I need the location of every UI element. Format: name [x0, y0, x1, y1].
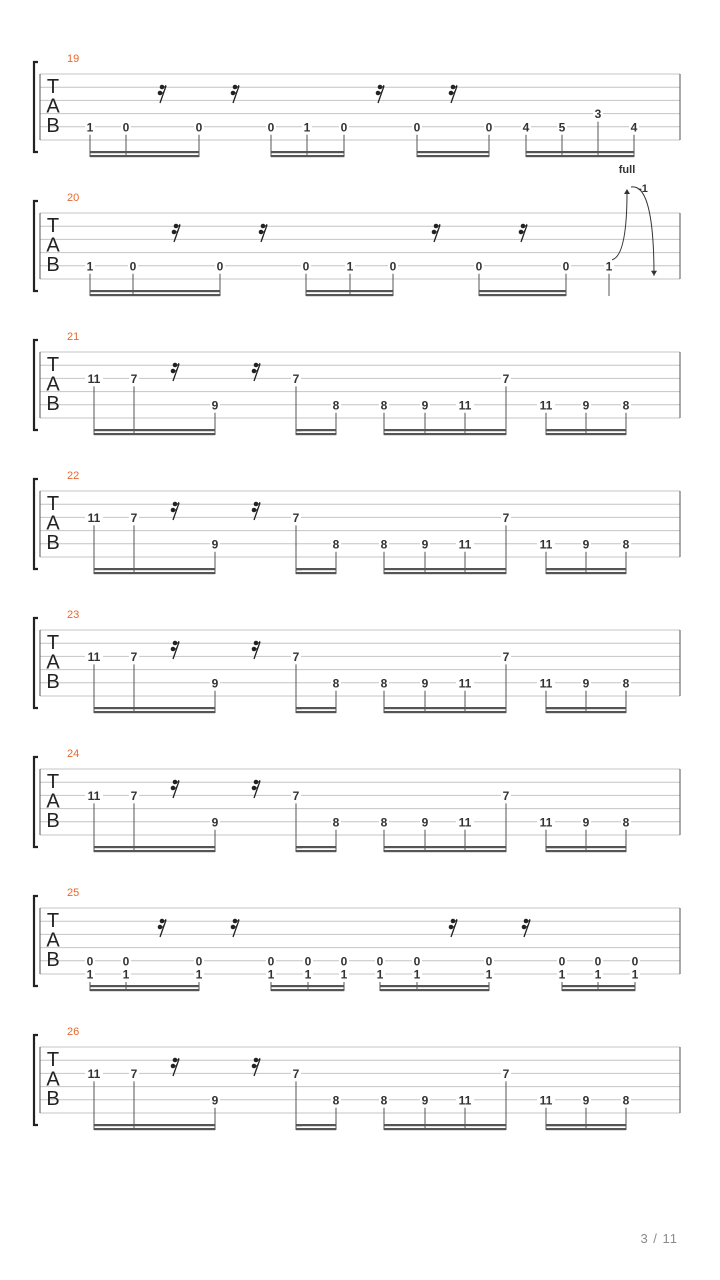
fret-number: 0 [594, 954, 602, 969]
bend-release-arrow [651, 271, 657, 276]
fret-number: 0 [86, 954, 94, 969]
fret-number: 7 [502, 1066, 510, 1081]
measure-number: 23 [67, 609, 80, 621]
fret-number: 9 [582, 398, 590, 413]
system-bracket [34, 618, 38, 708]
beam-primary [380, 989, 489, 991]
system-24 [34, 748, 680, 852]
beam-secondary [90, 151, 199, 153]
tab-clef-letter: A [46, 929, 60, 952]
fret-number: 8 [332, 1093, 340, 1108]
fret-number: 0 [475, 259, 483, 274]
fret-number: 0 [485, 954, 493, 969]
beam-primary [562, 989, 635, 991]
fret-number: 4 [522, 120, 530, 135]
beam-primary [94, 850, 215, 852]
fret-number: 0 [122, 120, 130, 135]
beam-primary [546, 1128, 626, 1130]
beam-primary [90, 294, 220, 296]
beam-primary [296, 1128, 336, 1130]
fret-number: 9 [421, 398, 429, 413]
fret-number: 7 [130, 510, 138, 525]
fret-number: 11 [539, 398, 553, 413]
fret-number: 7 [130, 788, 138, 803]
fret-number: 9 [421, 537, 429, 552]
fret-number: 0 [558, 954, 566, 969]
tab-clef-letter: A [46, 234, 60, 257]
fret-number: 0 [376, 954, 384, 969]
fret-number: 7 [292, 788, 300, 803]
fret-number: 11 [87, 371, 101, 386]
beam-secondary [90, 290, 220, 292]
fret-number: 7 [502, 649, 510, 664]
fret-number: 1 [631, 967, 639, 982]
fret-number: 0 [304, 954, 312, 969]
fret-number: 11 [87, 649, 101, 664]
beam-primary [296, 850, 336, 852]
fret-number: 0 [485, 120, 493, 135]
tab-clef-letter: A [46, 95, 60, 118]
fret-number: 7 [292, 510, 300, 525]
tab-clef-letter: T [46, 215, 60, 237]
bend-release-curve [631, 187, 654, 276]
fret-number: 9 [211, 398, 219, 413]
fret-number: 8 [622, 676, 630, 691]
measure-number: 22 [67, 470, 80, 482]
beam-secondary [271, 151, 344, 153]
beam-primary [94, 1128, 215, 1130]
tab-clef-letter: B [46, 810, 60, 832]
fret-number: 5 [558, 120, 566, 135]
fret-number: 9 [211, 1093, 219, 1108]
system-bracket [34, 757, 38, 847]
beam-partial [296, 568, 302, 570]
fret-number: 1 [195, 967, 203, 982]
beam-primary [271, 989, 344, 991]
fret-number: 0 [413, 120, 421, 135]
fret-number: 1 [303, 120, 311, 135]
fret-number: 8 [332, 537, 340, 552]
fret-number: 1 [267, 967, 275, 982]
fret-number: 1 [413, 967, 421, 982]
fret-number: 1 [86, 120, 94, 135]
fret-number: 1 [86, 967, 94, 982]
beam-primary [546, 572, 626, 574]
beam-primary [546, 711, 626, 713]
system-21 [34, 331, 680, 435]
beam-primary [384, 850, 506, 852]
beam-primary [546, 433, 626, 435]
beam-secondary [417, 151, 489, 153]
beam-partial [546, 707, 586, 709]
bend-up-arrow [624, 189, 630, 194]
beam-primary [479, 294, 566, 296]
measure-number: 26 [67, 1026, 80, 1038]
tab-clef-letter: A [46, 373, 60, 396]
fret-number: 9 [582, 537, 590, 552]
fret-number: 1 [340, 967, 348, 982]
beam-primary [90, 155, 199, 157]
measure-number: 21 [67, 331, 80, 343]
fret-number: 7 [130, 1066, 138, 1081]
system-bracket [34, 201, 38, 291]
fret-number: 8 [622, 537, 630, 552]
beam-primary [306, 294, 393, 296]
fret-number: 9 [421, 815, 429, 830]
fret-number: 7 [502, 510, 510, 525]
fret-number: 0 [267, 120, 275, 135]
tab-clef-letter: T [46, 76, 60, 98]
beam-secondary [479, 290, 566, 292]
tab-clef-letter: T [46, 632, 60, 654]
fret-number: 9 [582, 676, 590, 691]
fret-number: 11 [87, 510, 101, 525]
system-25 [34, 887, 680, 991]
beam-primary [94, 433, 215, 435]
beam-partial [546, 568, 586, 570]
system-bracket [34, 62, 38, 152]
system-19 [34, 53, 680, 157]
fret-number: 1 [485, 967, 493, 982]
fret-number: 0 [413, 954, 421, 969]
fret-number: 1 [558, 967, 566, 982]
beam-secondary [94, 568, 215, 570]
fret-number: 8 [622, 398, 630, 413]
fret-number: 0 [267, 954, 275, 969]
fret-number: 8 [380, 537, 388, 552]
fret-number: 9 [582, 815, 590, 830]
beam-secondary [94, 707, 215, 709]
fret-number: 1 [346, 259, 354, 274]
fret-number: 0 [340, 954, 348, 969]
fret-number: 7 [502, 371, 510, 386]
tab-clef-letter: T [46, 354, 60, 376]
beam-partial [546, 1124, 586, 1126]
fret-number: 1 [376, 967, 384, 982]
beam-secondary [384, 846, 506, 848]
fret-number: 4 [630, 120, 638, 135]
tab-clef-letter: A [46, 1068, 60, 1091]
beam-partial [546, 846, 586, 848]
fret-number: 1 [304, 967, 312, 982]
beam-partial [546, 429, 586, 431]
fret-number: 8 [332, 815, 340, 830]
fret-number: 11 [87, 1066, 101, 1081]
tab-clef-letter: T [46, 1049, 60, 1071]
system-bracket [34, 340, 38, 430]
page-indicator: 3 / 11 [640, 1231, 678, 1246]
fret-number: 1 [122, 967, 130, 982]
tab-clef-letter: A [46, 790, 60, 813]
system-bracket [34, 479, 38, 569]
beam-secondary [384, 1124, 506, 1126]
beam-secondary [271, 985, 344, 987]
fret-number: 7 [130, 649, 138, 664]
beam-primary [384, 1128, 506, 1130]
beam-partial [296, 1124, 302, 1126]
fret-number: 11 [539, 1093, 553, 1108]
fret-number: 0 [562, 259, 570, 274]
beam-primary [417, 155, 489, 157]
tab-clef-letter: T [46, 771, 60, 793]
fret-number: 11 [458, 676, 472, 691]
fret-number: 0 [122, 954, 130, 969]
fret-number: 11 [539, 815, 553, 830]
fret-number: 0 [195, 120, 203, 135]
beam-secondary [384, 429, 506, 431]
beam-secondary [94, 846, 215, 848]
fret-number: 11 [539, 537, 553, 552]
tab-clef-letter: A [46, 651, 60, 674]
fret-number: 0 [302, 259, 310, 274]
fret-number: 1 [86, 259, 94, 274]
fret-number: 0 [195, 954, 203, 969]
beam-secondary [306, 290, 393, 292]
fret-number: 11 [458, 537, 472, 552]
fret-number: 7 [292, 649, 300, 664]
measure-number: 19 [67, 53, 80, 65]
beam-secondary [562, 985, 635, 987]
fret-number: 1 [605, 259, 613, 274]
tab-clef-letter: T [46, 910, 60, 932]
fret-number: 9 [421, 1093, 429, 1108]
fret-number: 0 [129, 259, 137, 274]
fret-number: 9 [211, 537, 219, 552]
tab-clef-letter: T [46, 493, 60, 515]
fret-number: 7 [292, 371, 300, 386]
beam-primary [384, 711, 506, 713]
fret-number: 8 [380, 676, 388, 691]
fret-number: 0 [216, 259, 224, 274]
fret-number: 8 [380, 815, 388, 830]
system-bracket [34, 1035, 38, 1125]
beam-secondary [526, 151, 634, 153]
beam-partial [296, 707, 302, 709]
tab-clef-letter: B [46, 532, 60, 554]
fret-number: 11 [458, 815, 472, 830]
beam-secondary [94, 429, 215, 431]
fret-number: 7 [292, 1066, 300, 1081]
fret-number: 3 [594, 107, 602, 122]
beam-primary [296, 572, 336, 574]
beam-secondary [90, 985, 199, 987]
beam-secondary [94, 1124, 215, 1126]
tab-clef-letter: B [46, 393, 60, 415]
beam-primary [296, 711, 336, 713]
fret-number: 8 [622, 1093, 630, 1108]
beam-primary [296, 433, 336, 435]
beam-primary [384, 433, 506, 435]
fret-number: 0 [340, 120, 348, 135]
bend-label: full [618, 164, 636, 176]
fret-number: 9 [211, 676, 219, 691]
beam-partial [296, 429, 302, 431]
beam-primary [94, 711, 215, 713]
beam-secondary [380, 985, 489, 987]
measure-number: 25 [67, 887, 80, 899]
tab-clef-letter: A [46, 512, 60, 535]
fret-number: 8 [380, 398, 388, 413]
fret-number: 8 [332, 676, 340, 691]
fret-number: 11 [539, 676, 553, 691]
system-22 [34, 470, 680, 574]
fret-number: 9 [582, 1093, 590, 1108]
system-20 [34, 164, 680, 296]
measure-number: 24 [67, 748, 80, 760]
fret-number: 0 [631, 954, 639, 969]
system-26 [34, 1026, 680, 1130]
system-bracket [34, 896, 38, 986]
tab-clef-letter: B [46, 115, 60, 137]
tab-clef-letter: B [46, 671, 60, 693]
fret-number: 0 [389, 259, 397, 274]
tab-clef-letter: B [46, 1088, 60, 1110]
fret-number: 8 [332, 398, 340, 413]
fret-number: 9 [421, 676, 429, 691]
system-23 [34, 609, 680, 713]
beam-primary [526, 155, 634, 157]
fret-number: 11 [458, 398, 472, 413]
beam-primary [546, 850, 626, 852]
tab-clef-letter: B [46, 254, 60, 276]
beam-primary [94, 572, 215, 574]
beam-partial [296, 846, 302, 848]
measure-number: 20 [67, 192, 80, 204]
fret-number: 1 [594, 967, 602, 982]
fret-number: 8 [622, 815, 630, 830]
fret-number: 9 [211, 815, 219, 830]
fret-number: 11 [87, 788, 101, 803]
fret-number: 7 [130, 371, 138, 386]
bend-value: -1 [638, 183, 648, 195]
beam-secondary [384, 707, 506, 709]
fret-number: 7 [502, 788, 510, 803]
beam-primary [271, 155, 344, 157]
tab-clef-letter: B [46, 949, 60, 971]
beam-primary [90, 989, 199, 991]
fret-number: 8 [380, 1093, 388, 1108]
fret-number: 11 [458, 1093, 472, 1108]
beam-secondary [384, 568, 506, 570]
beam-primary [384, 572, 506, 574]
